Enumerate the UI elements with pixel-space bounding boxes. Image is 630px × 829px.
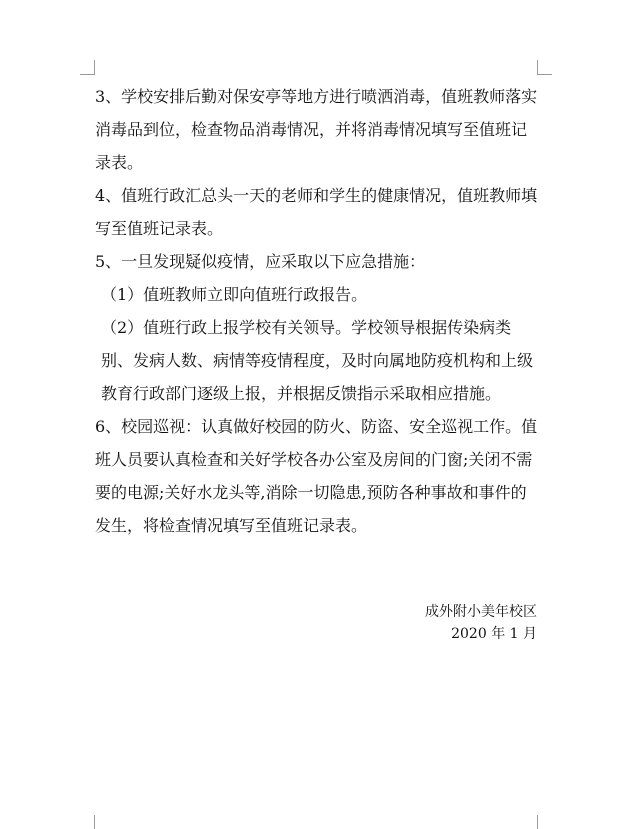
paragraph-item-3: 3、学校安排后勤对保安亭等地方进行喷洒消毒，值班教师落实消毒品到位，检查物品消毒情况，并将消毒情况填写至值班记录表。 [95, 87, 538, 172]
paragraph-item-4: 4、值班行政汇总头一天的老师和学生的健康情况，值班教师填写至值班记录表。 [95, 186, 538, 238]
page-corner-mark-bottom-right [537, 815, 552, 829]
signature-organization: 成外附小美年校区 [425, 604, 537, 620]
signature-date: 2020 年 1 月 [451, 626, 537, 642]
paragraph-subitem-2: （2）值班行政上报学校有关领导。学校领导根据传染病类别、发病人数、病情等疫情程度，及时向属地防疫机构和上级教育行政部门逐级上报，并根据反馈指示采取相应措施。 [101, 318, 534, 403]
page-corner-mark-top-left [80, 60, 95, 75]
page-corner-mark-top-right [537, 60, 552, 75]
paragraph-item-6: 6、校园巡视：认真做好校园的防火、防盗、安全巡视工作。值班人员要认真检查和关好学校各办公室及房间的门窗;关闭不需要的电源;关好水龙头等,消除一切隐患,预防各种事故和事件的发生，将检查情况填写至值班记录表。 [95, 417, 538, 535]
paragraph-item-5: 5、一旦发现疑似疫情，应采取以下应急措施： [95, 252, 426, 271]
document-body [95, 80, 541, 542]
page-corner-mark-bottom-left [80, 815, 95, 829]
paragraph-subitem-1: （1）值班教师立即向值班行政报告。 [101, 285, 368, 304]
